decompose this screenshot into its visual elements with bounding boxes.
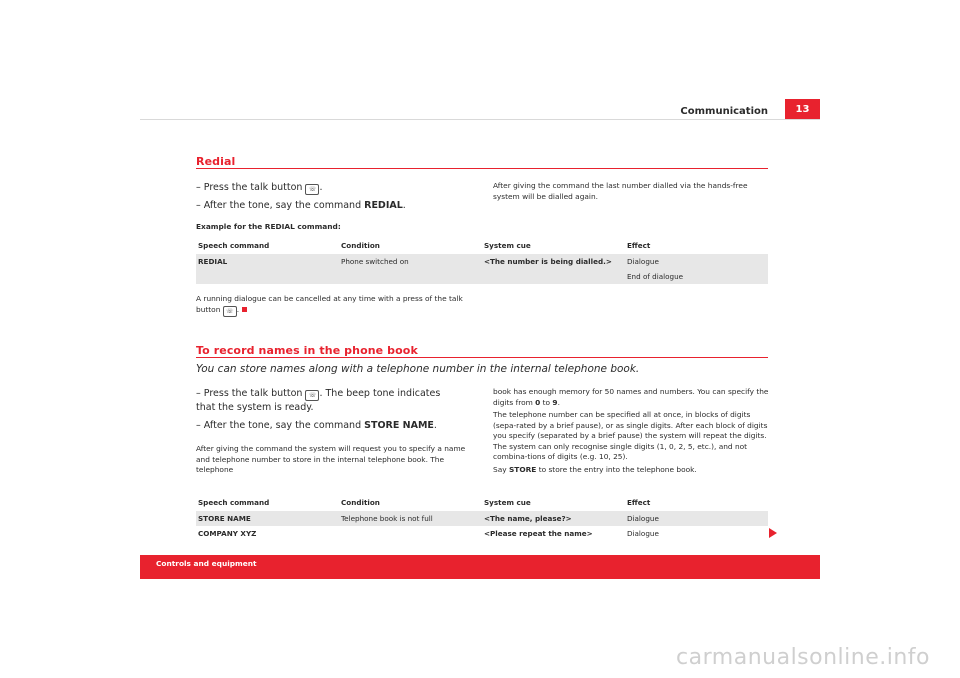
- talk-button-icon: ☏: [305, 184, 319, 195]
- table-cell: REDIAL: [196, 254, 339, 270]
- table-cell: <The number is being dialled.>: [482, 254, 625, 270]
- talk-button-icon: ☏: [223, 306, 237, 317]
- store-command: STORE: [508, 464, 537, 474]
- table-cell: <Please repeat the name>: [484, 529, 593, 538]
- table-cell: End of dialogue: [625, 269, 768, 284]
- digit-nine: 9: [552, 397, 558, 407]
- redial-description: After giving the command the last number dialled via the hands-free system will be dialled again.: [493, 181, 748, 201]
- table-header-cell: Condition: [339, 495, 482, 511]
- redial-command: REDIAL: [364, 200, 403, 211]
- phonebook-left-text: After giving the command the system will request you to specify a name and telephone number to store in the internal telephone book. The telephone: [196, 444, 466, 474]
- digits-mid: to: [540, 397, 553, 407]
- table-cell: COMPANY XYZ: [198, 529, 257, 538]
- phonebook-step-2: [196, 419, 466, 432]
- table-cell: <The name, please?>: [482, 511, 625, 527]
- store-end: to store the entry into the telephone book.: [536, 464, 697, 474]
- header-title: Communication: [680, 106, 768, 117]
- table-header-row: [196, 238, 768, 254]
- table-header-cell: System cue: [482, 238, 625, 254]
- digits-end: .: [557, 397, 560, 407]
- table-cell: Dialogue: [625, 254, 768, 270]
- phonebook-step-1-end: . The beep tone indicates that the system is ready.: [196, 388, 441, 413]
- redial-step-1-text: – Press the talk button: [196, 182, 306, 193]
- redial-divider: [196, 168, 768, 169]
- table-cell: [196, 269, 339, 284]
- header-divider: [140, 119, 820, 120]
- watermark-text: carmanualsonline.info: [676, 645, 930, 670]
- phonebook-digits-paragraph: [493, 387, 770, 408]
- redial-step-2-text: – After the tone, say the command: [196, 200, 365, 211]
- redial-step-1: [196, 181, 466, 195]
- redial-step-2-end: .: [402, 200, 406, 211]
- redial-example-label: Example for the REDIAL command:: [196, 222, 341, 231]
- watermark: [0, 645, 960, 670]
- table-cell: Dialogue: [627, 529, 659, 538]
- redial-step-2: [196, 199, 466, 212]
- table-cell: Phone switched on: [339, 254, 482, 270]
- table-row: [196, 269, 768, 284]
- phonebook-step-2-end: .: [433, 420, 437, 431]
- phonebook-right-text: [493, 387, 770, 475]
- phonebook-divider: [196, 357, 768, 358]
- table-header-cell: System cue: [482, 495, 625, 511]
- end-of-section-icon: [242, 307, 247, 312]
- table-cell: Telephone book is not full: [339, 511, 482, 527]
- redial-step-1-end: .: [319, 182, 323, 193]
- redial-title: Redial: [196, 155, 236, 168]
- table-cell: Dialogue: [625, 511, 768, 527]
- talk-button-icon: ☏: [305, 390, 319, 401]
- table-row: [196, 511, 768, 527]
- footer-section-label: Controls and equipment: [156, 559, 257, 568]
- phonebook-subtitle: You can store names along with a telephone number in the internal telephone book.: [196, 363, 640, 375]
- table-row: [196, 254, 768, 270]
- phonebook-blocks-paragraph: The telephone number can be specified all at once, in blocks of digits (sepa-rated by a brief pause), or as single digits. After each block of digits you specify (separated by a brief pause) the system will repeat the digits. The system can only recognise single digits (1, 0, 2, 5, etc.), and not combina-tions of digits (e.g. 10, 25).: [493, 410, 768, 461]
- table-cell: [482, 269, 625, 284]
- store-text: Say: [493, 464, 509, 474]
- cancel-note-text: A running dialogue can be cancelled at any time with a press of the talk button: [196, 294, 463, 314]
- cancel-note-end: .: [236, 304, 240, 314]
- phonebook-command: STORE NAME: [364, 420, 434, 431]
- phonebook-step-2-text: – After the tone, say the command: [196, 420, 365, 431]
- phonebook-step-1-text: – Press the talk button: [196, 388, 306, 399]
- table-cell: [339, 526, 482, 541]
- table-row: [196, 526, 768, 541]
- redial-cancel-note: [196, 294, 466, 317]
- table-cell: [339, 269, 482, 284]
- redial-table: [196, 238, 768, 284]
- table-header-cell: Speech command: [196, 238, 339, 254]
- table-header-cell: Speech command: [196, 495, 339, 511]
- table-header-cell: Effect: [625, 495, 768, 511]
- phonebook-store-paragraph: [493, 465, 770, 476]
- digit-zero: 0: [535, 397, 541, 407]
- phonebook-table: [196, 495, 768, 541]
- table-header-row: [196, 495, 768, 511]
- page-number: 13: [785, 99, 820, 119]
- table-header-cell: Effect: [625, 238, 768, 254]
- phonebook-step-1: [196, 387, 461, 414]
- table-header-cell: Condition: [339, 238, 482, 254]
- phonebook-title: To record names in the phone book: [196, 344, 418, 357]
- next-page-arrow-icon[interactable]: [769, 528, 777, 538]
- table-cell: STORE NAME: [196, 511, 339, 527]
- digits-text: book has enough memory for 50 names and numbers. You can specify the digits from: [493, 387, 769, 407]
